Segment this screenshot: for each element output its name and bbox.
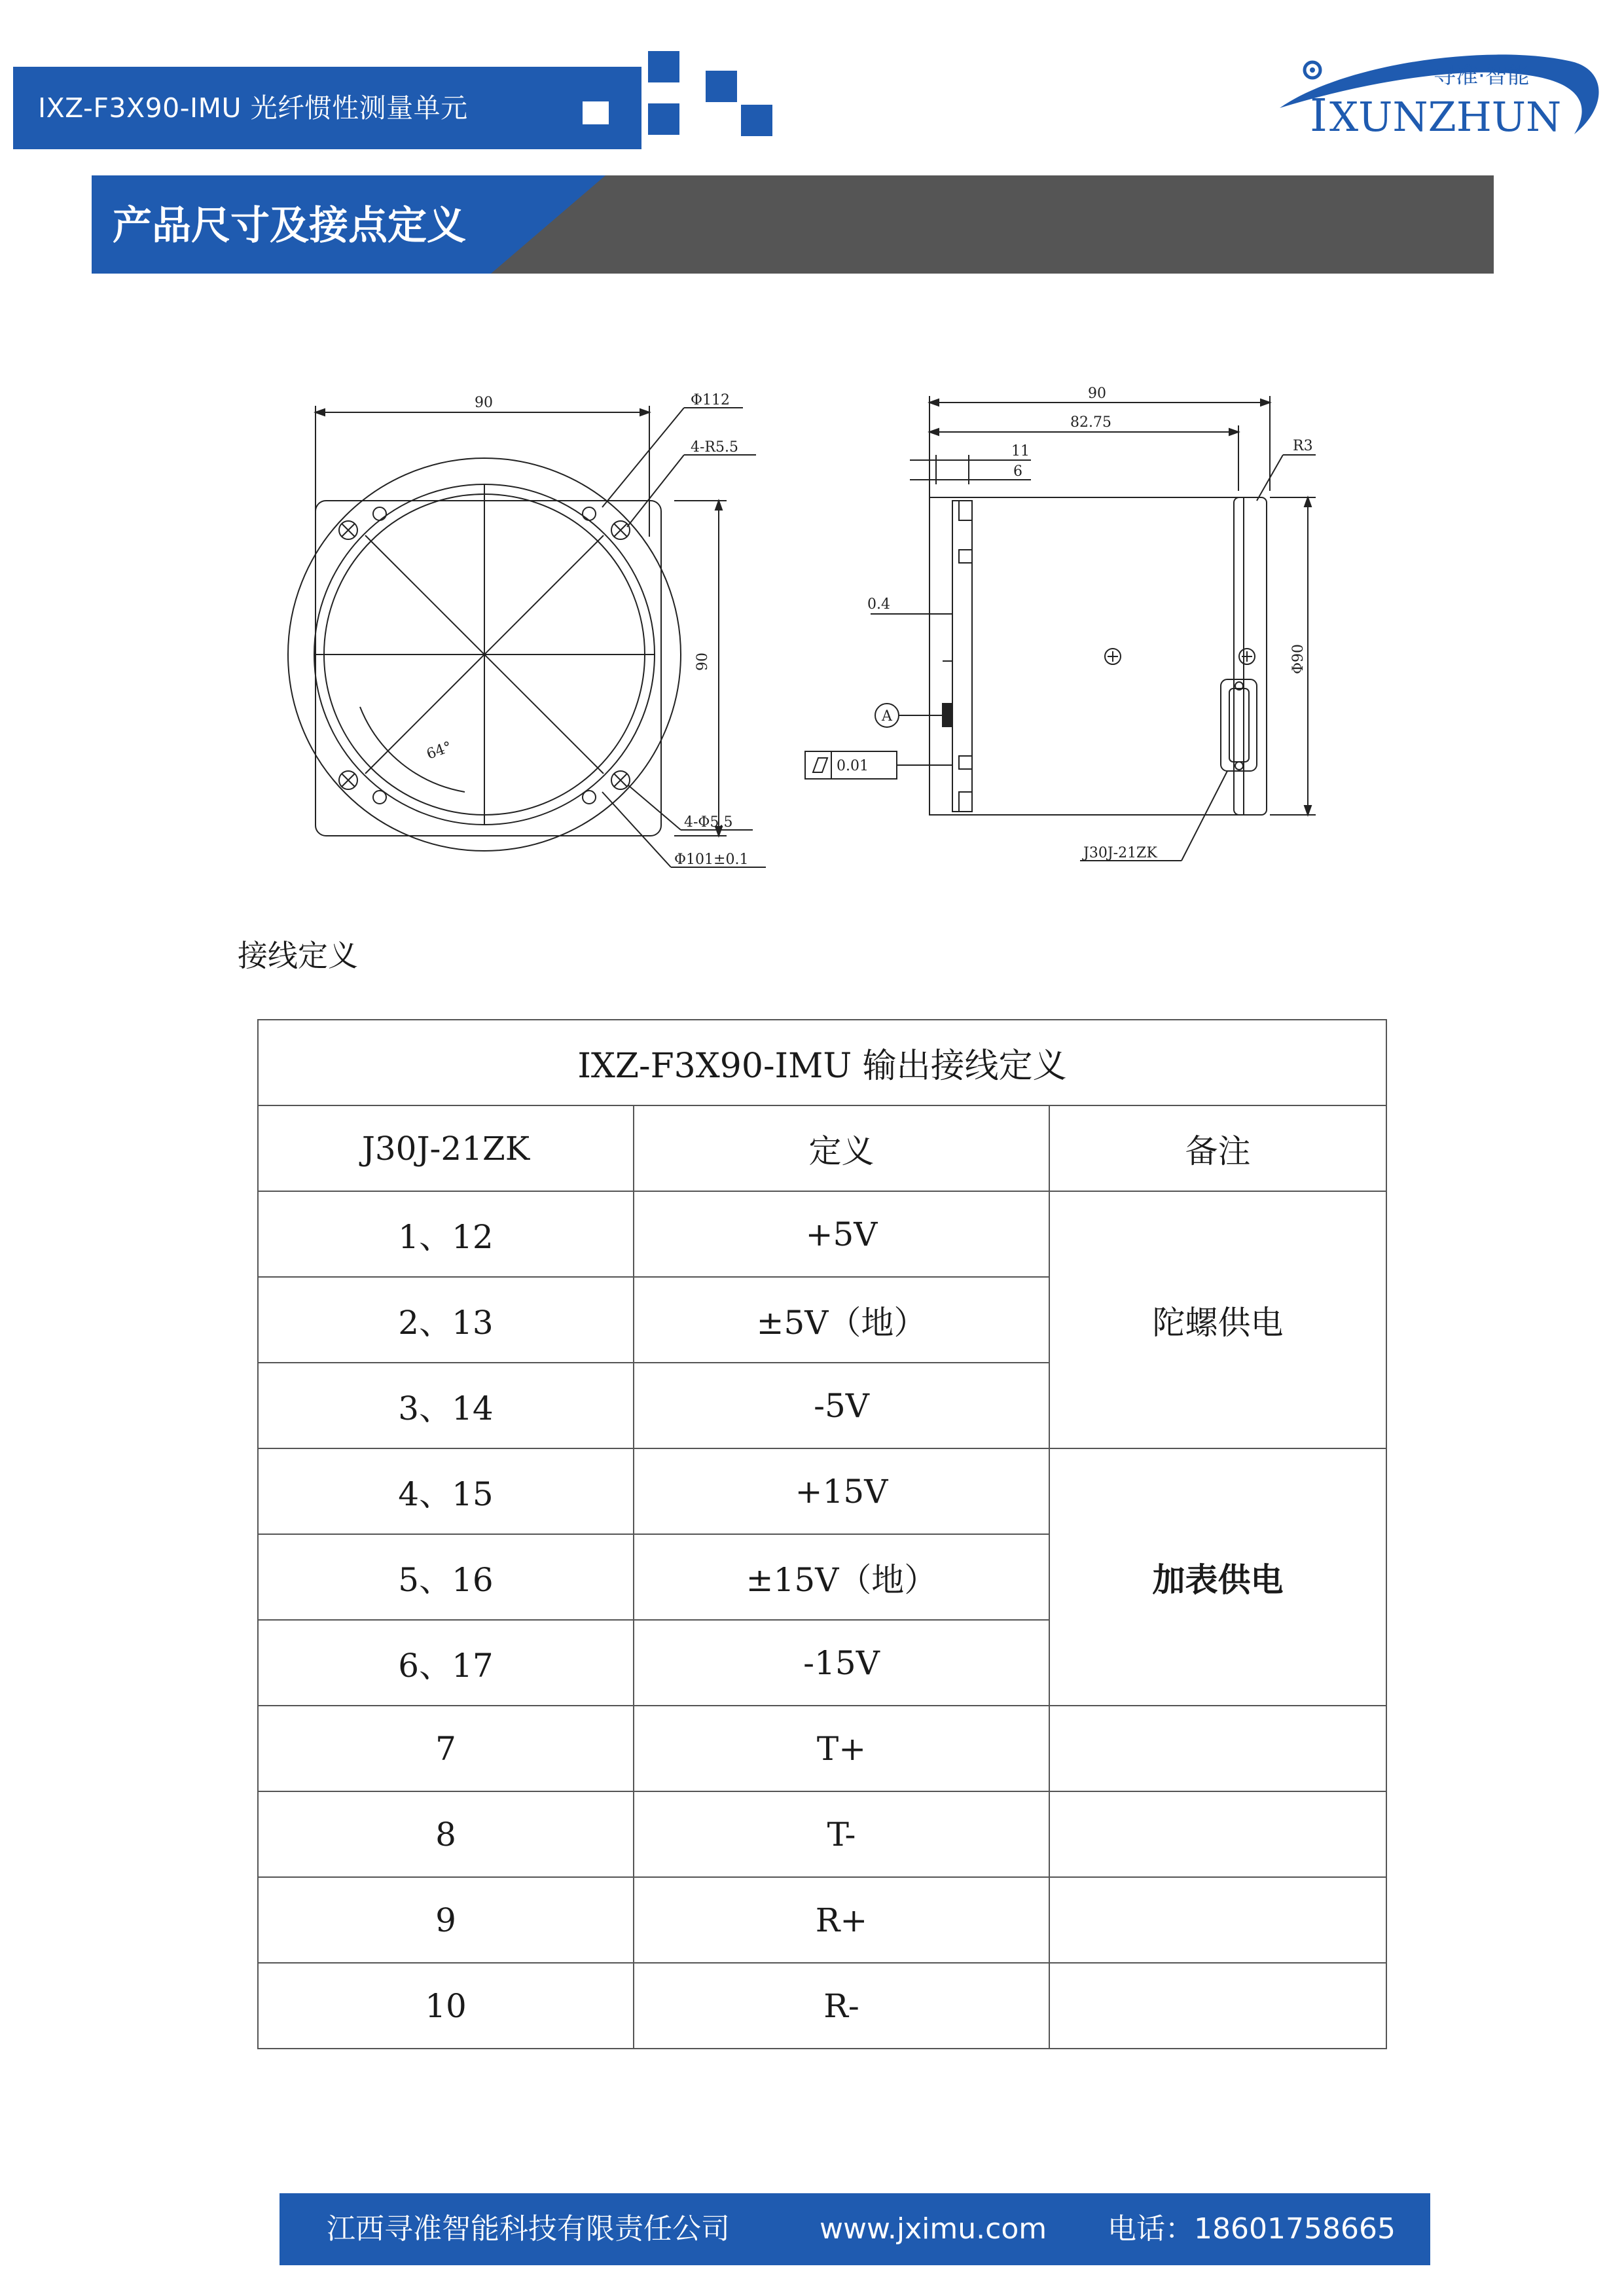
def-cell: R+ <box>634 1877 1049 1963</box>
wiring-label: 接线定义 <box>238 938 358 973</box>
footer-bar <box>280 2193 1430 2265</box>
dim-11-label: 11 <box>1011 443 1030 459</box>
hole-label: 4-Φ5.5 <box>684 814 733 831</box>
dimension-drawing <box>281 367 1329 890</box>
datum-label: A <box>882 708 892 725</box>
pin-cell: 5、16 <box>258 1534 634 1620</box>
front-angle-label: 64° <box>424 738 454 763</box>
def-cell: ±15V（地） <box>634 1534 1049 1620</box>
note-gyro: 陀螺供电 <box>1049 1191 1386 1448</box>
header-pin: J30J-21ZK <box>258 1105 634 1191</box>
company-logo <box>1267 36 1607 157</box>
pin-cell: 1、12 <box>258 1191 634 1277</box>
front-width-label: 90 <box>475 395 493 411</box>
pin-cell: 10 <box>258 1963 634 2049</box>
bolt-circle-label: Φ101±0.1 <box>674 852 749 868</box>
gap-label: 0.4 <box>867 596 890 613</box>
note-accel: 加表供电 <box>1049 1448 1386 1706</box>
def-cell: +15V <box>634 1448 1049 1534</box>
table-row <box>258 1448 1386 1534</box>
side-inner-width-label: 82.75 <box>1070 414 1111 431</box>
pin-cell: 4、15 <box>258 1448 634 1534</box>
def-cell: ±5V（地） <box>634 1277 1049 1363</box>
table-header-row <box>258 1105 1386 1191</box>
pin-cell: 9 <box>258 1877 634 1963</box>
logo-cn: 寻准·智能 <box>1434 63 1530 89</box>
front-height-label: 90 <box>695 653 711 671</box>
front-view <box>288 392 766 868</box>
flatness-label: 0.01 <box>837 758 869 774</box>
note-empty <box>1049 1877 1386 1963</box>
logo-prefix: I <box>1310 90 1327 142</box>
side-width-label: 90 <box>1088 386 1106 402</box>
footer-website[interactable]: www.jximu.com <box>820 2212 1047 2246</box>
pin-cell: 3、14 <box>258 1363 634 1448</box>
header-def: 定义 <box>634 1105 1049 1191</box>
corner-radius-label: 4-R5.5 <box>691 439 738 456</box>
doc-title: IXZ-F3X90-IMU 光纤惯性测量单元 <box>38 92 468 124</box>
def-cell: T+ <box>634 1706 1049 1791</box>
pin-cell: 8 <box>258 1791 634 1877</box>
pin-definition-table <box>257 1019 1387 2049</box>
note-empty <box>1049 1791 1386 1877</box>
table-caption-row <box>258 1020 1386 1105</box>
r3-label: R3 <box>1293 438 1313 454</box>
footer-company: 江西寻准智能科技有限责任公司 <box>327 2212 730 2246</box>
pin-cell: 2、13 <box>258 1277 634 1363</box>
table-row <box>258 1963 1386 2049</box>
footer-phone: 电话：18601758665 <box>1108 2212 1396 2246</box>
connector-label: J30J-21ZK <box>1083 845 1157 861</box>
pin-cell: 6、17 <box>258 1620 634 1706</box>
table-row <box>258 1706 1386 1791</box>
def-cell: +5V <box>634 1191 1049 1277</box>
table-row <box>258 1191 1386 1277</box>
outer-dia-label: Φ112 <box>691 392 731 408</box>
pin-cell: 7 <box>258 1706 634 1791</box>
note-empty <box>1049 1706 1386 1791</box>
side-view <box>805 386 1316 861</box>
def-cell: -5V <box>634 1363 1049 1448</box>
section-title: 产品尺寸及接点定义 <box>113 203 466 249</box>
table-caption: IXZ-F3X90-IMU 输出接线定义 <box>258 1020 1386 1105</box>
side-dia-label: Φ90 <box>1290 643 1307 674</box>
note-empty <box>1049 1963 1386 2049</box>
table-row <box>258 1877 1386 1963</box>
def-cell: R- <box>634 1963 1049 2049</box>
logo-en: XUNZHUN <box>1329 93 1562 141</box>
header-note: 备注 <box>1049 1105 1386 1191</box>
def-cell: -15V <box>634 1620 1049 1706</box>
dim-6-label: 6 <box>1013 463 1022 480</box>
def-cell: T- <box>634 1791 1049 1877</box>
table-row <box>258 1791 1386 1877</box>
